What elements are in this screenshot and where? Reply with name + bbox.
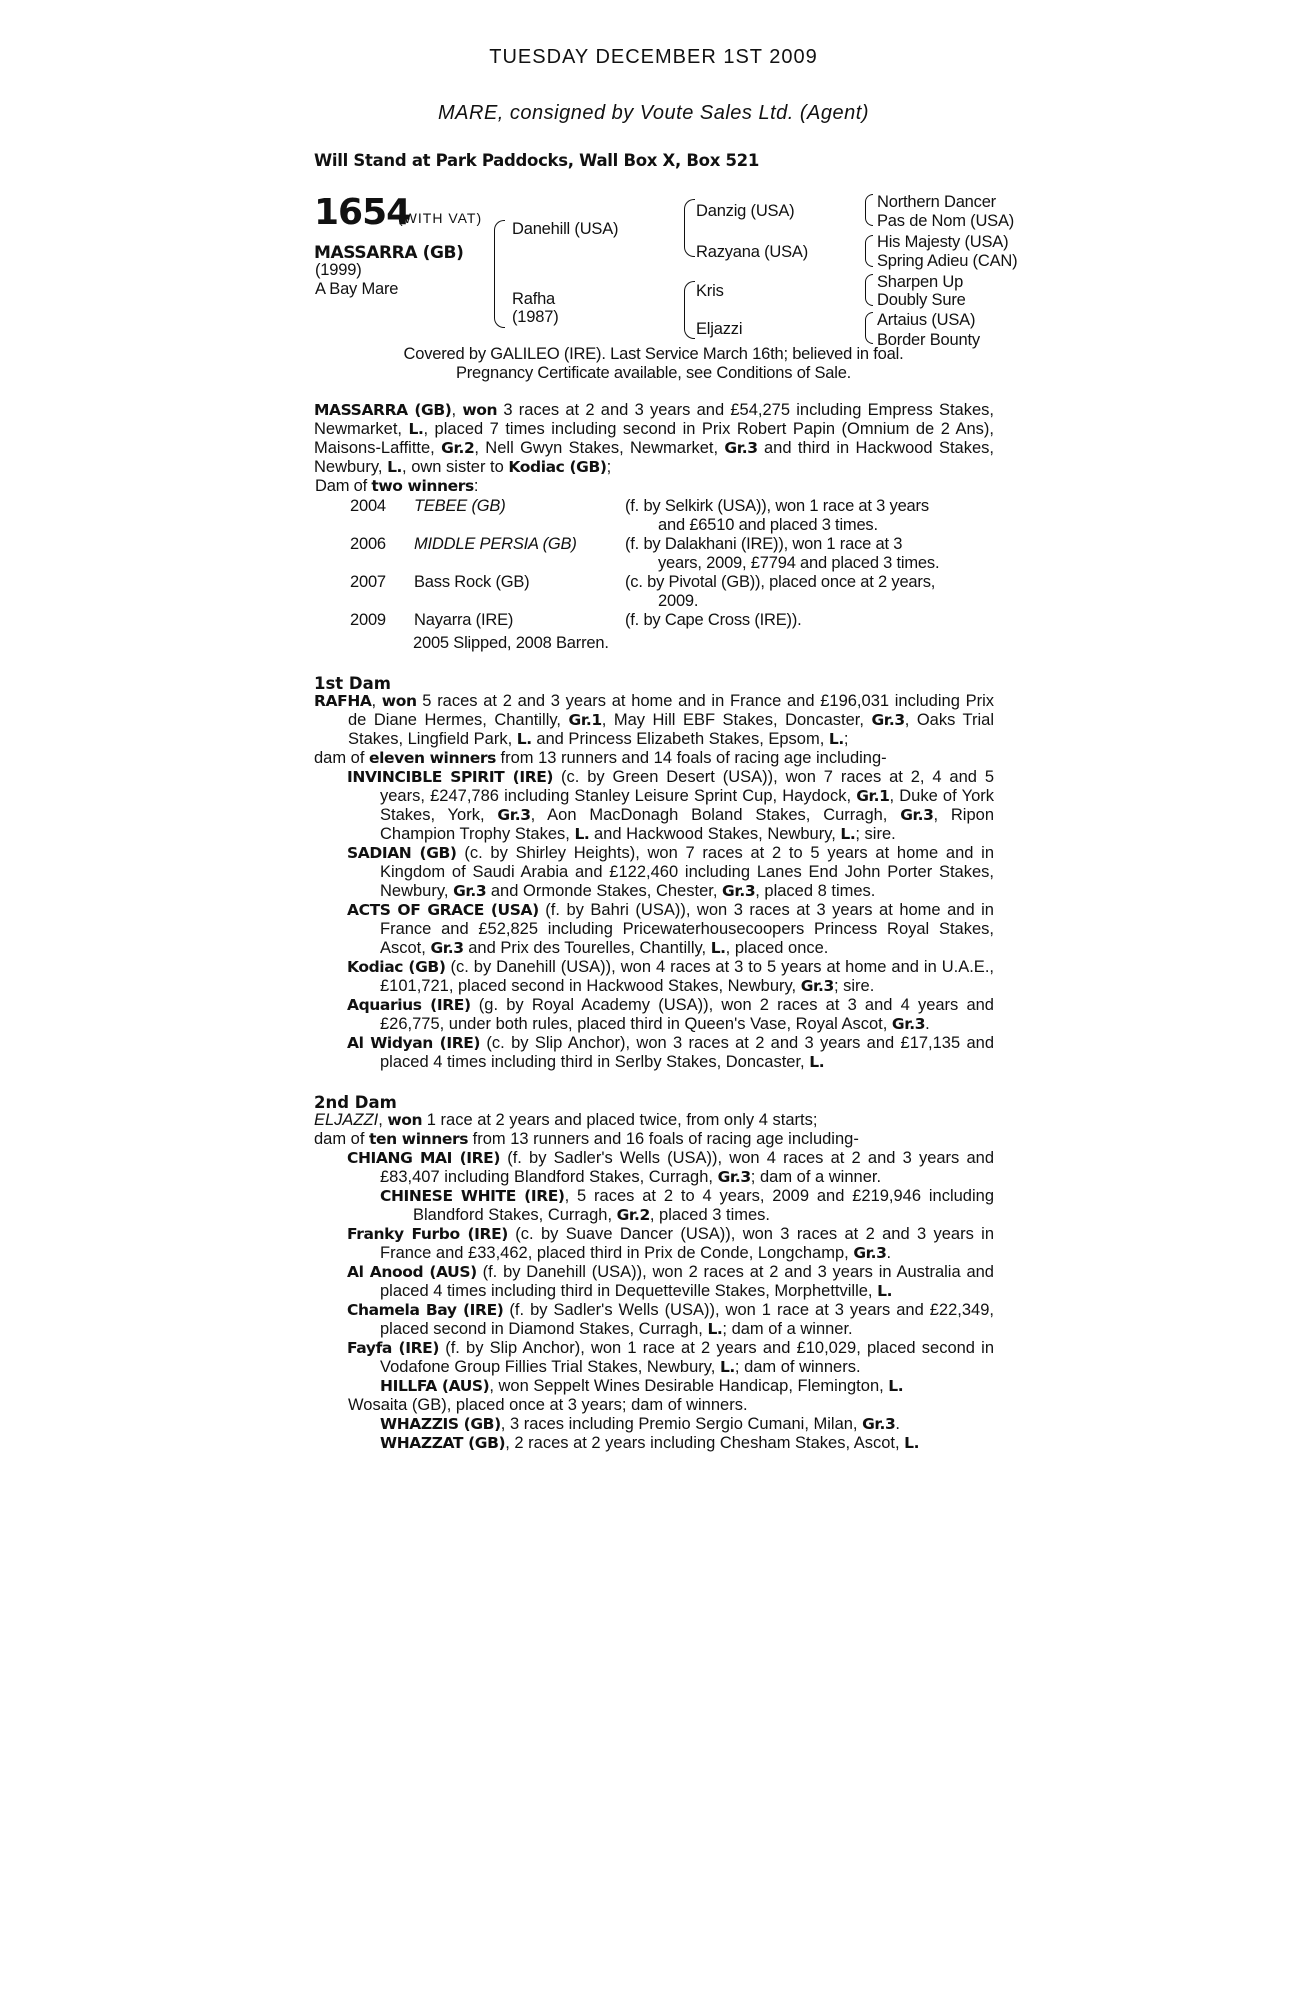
record-gr2: Gr.2	[441, 439, 475, 457]
offspring-entry	[314, 1187, 994, 1225]
offspring-name: Al Anood (AUS)	[347, 1263, 477, 1281]
pedigree-brace-g1	[865, 194, 873, 226]
covered-line-2: Pregnancy Certificate available, see Conditions of Sale.	[455, 364, 852, 382]
offspring-name: WHAZZIS (GB)	[380, 1415, 501, 1433]
record-listed-1: L.	[408, 420, 424, 438]
first-dam-listed-2: L.	[828, 730, 844, 748]
offspring-entry	[314, 1034, 994, 1072]
offspring-entry	[314, 1415, 994, 1434]
record-text-3: , Nell Gwyn Stakes, Newmarket,	[474, 439, 725, 457]
first-dam-text-4: and Princess Elizabeth Stakes, Epsom,	[531, 730, 829, 748]
offspring-grade: L.	[574, 825, 590, 843]
offspring-entry	[314, 1301, 994, 1339]
offspring-entry	[314, 901, 994, 958]
offspring-name: Kodiac (GB)	[347, 958, 446, 976]
offspring-text: and Hackwood Stakes, Newbury,	[589, 825, 841, 843]
produce-year: 2006	[350, 535, 386, 553]
offspring-grade: L.	[888, 1377, 904, 1395]
first-dam-text-1: 5 races at 2 and 3 years at home and in France and £196,031 including Prix de Diane Hermes, Chantilly,	[348, 692, 994, 729]
first-dam-record: RAFHA, won 5 races at 2 and 3 years at home and in France and £196,031 including Prix de Diane Hermes, Chantilly, Gr.1, May Hill EBF Stakes, Doncaster, Gr.3, Oaks Trial Stakes, Lingfield Park, L. and Princess Elizabeth Stakes, Epsom, L.; dam of eleven winners from 13 runners and 14 foals of racing age including- INVINCIBLE SPIRIT (IRE) (c. by Green Desert (USA)), won 7 races at 2, 4 and 5 years, £247,786 including Stanley Leisure Sprint Cup, Haydock, Gr.1, Duke of York Stakes, York, Gr.3, Aon MacDonagh Boland Stakes, Curragh, Gr.3, Ripon Champion Trophy Stakes, L. and Hackwood Stakes, Newbury, L.; sire. SADIAN (GB) (c. by Shirley Heights), won 7 races at 2 to 5 years at home and in Kingdom of Saudi Arabia and £122,460 including Lanes End John Porter Stakes, Newbury, Gr.3 and Ormonde Stakes, Chester, Gr.3, placed 8 times. ACTS OF GRACE (USA) (f. by Bahri (USA)), won 3 races at 3 years at home and in France and £52,825 including Pricewaterhousecoopers Princess Royal Stakes, Ascot, Gr.3 and Prix des Tourelles, Chantilly, L., placed once. Kodiac (GB) (c. by Danehill (USA)), won 4 races at 3 to 5 years at home and in U.A.E., £101,721, placed second in Hackwood Stakes, Newbury, Gr.3; sire. Aquarius (IRE) (g. by Royal Academy (USA)), won 2 races at 3 and 4 years and £26,775, under both rules, placed third in Queen's Vase, Royal Ascot, Gr.3. Al Widyan (IRE) (c. by Slip Anchor), won 3 races at 2 and 3 years and £17,135 and placed 4 times including third in Serlby Stakes, Doncaster, L.	[314, 692, 995, 1071]
dam-of-winners: two winners	[371, 477, 474, 495]
offspring-name: WHAZZAT (GB)	[380, 1434, 506, 1452]
offspring-entry	[314, 1263, 994, 1301]
offspring-entry	[314, 1149, 994, 1187]
first-dam-gr1: Gr.1	[568, 711, 602, 729]
offspring-entry	[314, 1434, 994, 1453]
offspring-text: (c. by Danehill (USA)), won 4 races at 3 to 5 years at home and in U.A.E., £101,721, placed second in Hackwood Stakes, Newbury,	[380, 958, 994, 995]
sale-date: TUESDAY DECEMBER 1ST 2009	[489, 46, 818, 68]
pedigree-brace-main	[494, 220, 505, 328]
offspring-grade: Gr.3	[862, 1415, 896, 1433]
offspring-grade: Gr.3	[717, 1168, 751, 1186]
pedigree-g4: Spring Adieu (CAN)	[877, 252, 1018, 270]
offspring-text: ; dam of a winner.	[722, 1320, 853, 1338]
first-dam-listed-1: L.	[516, 730, 532, 748]
horse-race-record: MASSARRA (GB), won 3 races at 2 and 3 years and £54,275 including Empress Stakes, Newmarket, L., placed 7 times including second in Prix Robert Papin (Omnium de 2 Ans), Maisons-Laffitte, Gr.2, Nell Gwyn Stakes, Newmarket, Gr.3 and third in Hackwood Stakes, Newbury, L., own sister to Kodiac (GB);	[314, 401, 994, 476]
offspring-text: (c. by Shirley Heights), won 7 races at 2 to 5 years at home and in Kingdom of Saudi Arabia and £122,460 including Lanes End John Porter Stakes, Newbury,	[380, 844, 995, 900]
offspring-grade: L.	[904, 1434, 920, 1452]
dam-of-colon: :	[473, 477, 479, 495]
offspring-name: CHINESE WHITE (IRE)	[380, 1187, 565, 1205]
produce-detail: (f. by Cape Cross (IRE)).	[625, 611, 802, 629]
record-gr3: Gr.3	[724, 439, 758, 457]
offspring-grade: L.	[719, 1358, 735, 1376]
first-dam-text-2: , May Hill EBF Stakes, Doncaster,	[601, 711, 872, 729]
offspring-entry	[314, 1339, 994, 1377]
pedigree-g8: Border Bounty	[877, 331, 980, 349]
offspring-text: , 3 races including Premio Sergio Cumani, Milan,	[500, 1415, 863, 1433]
pedigree-dam: Rafha	[512, 290, 556, 308]
first-dam-name: RAFHA	[314, 692, 372, 710]
second-dam-name: ELJAZZI	[314, 1111, 379, 1129]
offspring-grade: L.	[809, 1053, 825, 1071]
produce-detail-cont: and £6510 and placed 3 times.	[658, 516, 878, 534]
pedigree-g5: Sharpen Up	[877, 273, 964, 291]
offspring-name: ACTS OF GRACE (USA)	[347, 901, 539, 919]
second-dam-winners: ten winners	[369, 1130, 469, 1148]
record-text-4: and third in Hackwood Stakes, Newbury,	[314, 439, 994, 476]
offspring-text: ; dam of a winner.	[750, 1168, 882, 1186]
offspring-grade: Gr.3	[891, 1015, 926, 1033]
offspring-grade: Gr.3	[900, 806, 934, 824]
lot-number: 1654	[314, 192, 411, 233]
produce-detail-cont: years, 2009, £7794 and placed 3 times.	[658, 554, 940, 572]
offspring-text: (c. by Green Desert (USA)), won 7 races at 2, 4 and 5 years, £247,786 including Stanley Leisure Sprint Cup, Haydock,	[380, 768, 995, 805]
offspring-entry	[314, 1225, 994, 1263]
record-listed-2: L.	[387, 458, 403, 476]
second-dam-text-1: 1 race at 2 years and placed twice, from only 4 starts;	[422, 1111, 818, 1129]
record-text-1: 3 races at 2 and 3 years and £54,275 including Empress Stakes, Newmarket,	[314, 401, 994, 438]
offspring-text: ; sire.	[833, 977, 875, 995]
offspring-text: ; dam of winners.	[734, 1358, 861, 1376]
produce-note: 2005 Slipped, 2008 Barren.	[413, 634, 609, 652]
pedigree-brace-g4	[865, 312, 873, 344]
offspring-grade: Gr.3	[497, 806, 531, 824]
pedigree-g6: Doubly Sure	[877, 291, 966, 309]
offspring-name: Franky Furbo (IRE)	[347, 1225, 508, 1243]
first-dam-offspring-list	[314, 768, 994, 1072]
offspring-text: (f. by Sadler's Wells (USA)), won 4 races at 2 and 3 years and £83,407 including Blandford Stakes, Curragh,	[380, 1149, 994, 1186]
offspring-entry	[314, 1377, 994, 1396]
offspring-name: HILLFA (AUS)	[380, 1377, 490, 1395]
horse-name: MASSARRA (GB)	[314, 243, 464, 263]
pedigree-g1: Northern Dancer	[877, 193, 996, 211]
offspring-grade: L.	[840, 825, 856, 843]
produce-year: 2007	[350, 573, 386, 591]
horse-year: (1999)	[315, 261, 362, 279]
offspring-text: , won Seppelt Wines Desirable Handicap, Flemington,	[489, 1377, 889, 1395]
second-dam-record: ELJAZZI, won 1 race at 2 years and placed twice, from only 4 starts; dam of ten winners from 13 runners and 16 foals of racing age including- CHIANG MAI (IRE) (f. by Sadler's Wells (USA)), won 4 races at 2 and 3 years and £83,407 including Blandford Stakes, Curragh, Gr.3; dam of a winner. CHINESE WHITE (IRE), 5 races at 2 to 4 years, 2009 and £219,946 including Blandford Stakes, Curragh, Gr.2, placed 3 times. Franky Furbo (IRE) (c. by Suave Dancer (USA)), won 3 races at 2 and 3 years in France and £33,462, placed third in Prix de Conde, Longchamp, Gr.3. Al Anood (AUS) (f. by Danehill (USA)), won 2 races at 2 and 3 years in Australia and placed 4 times including third in Dequetteville Stakes, Morphettville, L. Chamela Bay (IRE) (f. by Sadler's Wells (USA)), won 1 race at 3 years and £22,349, placed second in Diamond Stakes, Curragh, L.; dam of a winner. Fayfa (IRE) (f. by Slip Anchor), won 1 race at 2 years and £10,029, placed second in Vodafone Group Fillies Trial Stakes, Newbury, L.; dam of winners. HILLFA (AUS), won Seppelt Wines Desirable Handicap, Flemington, L. Wosaita (GB), placed once at 3 years; dam of winners. WHAZZIS (GB), 3 races including Premio Sergio Cumani, Milan, Gr.3. WHAZZAT (GB), 2 races at 2 years including Chesham Stakes, Ascot, L.	[314, 1111, 995, 1452]
offspring-grade: Gr.3	[430, 939, 464, 957]
offspring-text: and Ormonde Stakes, Chester,	[486, 882, 723, 900]
vat-note: (WITH VAT)	[398, 210, 483, 226]
second-dam-dam-of: dam of	[314, 1130, 370, 1148]
offspring-entry	[314, 768, 994, 844]
record-text-6: ;	[606, 458, 612, 476]
second-dam-from: from 13 runners and 16 foals of racing age including-	[468, 1130, 859, 1148]
offspring-text: .	[895, 1415, 900, 1433]
produce-detail: (f. by Selkirk (USA)), won 1 race at 3 years	[625, 497, 929, 515]
first-dam-gr3: Gr.3	[871, 711, 905, 729]
offspring-text: (f. by Slip Anchor), won 1 race at 2 years and £10,029, placed second in Vodafone Group Fillies Trial Stakes, Newbury,	[380, 1339, 994, 1376]
second-dam-heading: 2nd Dam	[314, 1093, 397, 1112]
offspring-grade: Gr.3	[722, 882, 756, 900]
record-won: won	[462, 401, 498, 419]
produce-detail: (f. by Dalakhani (IRE)), won 1 race at 3	[625, 535, 903, 553]
produce-name: TEBEE (GB)	[414, 497, 506, 515]
offspring-text: (f. by Bahri (USA)), won 3 races at 3 years at home and in France and £52,825 including Pricewaterhousecoopers Princess Royal Stakes, Ascot,	[380, 901, 994, 957]
offspring-text: .	[925, 1015, 930, 1033]
offspring-text: Wosaita (GB), placed once at 3 years; dam of winners.	[348, 1396, 748, 1414]
first-dam-winners: eleven winners	[369, 749, 496, 767]
pedigree-brace-g2	[865, 235, 873, 267]
pedigree-dam-sire: Kris	[696, 282, 724, 300]
record-horse-name: MASSARRA (GB)	[314, 401, 452, 419]
offspring-text: (c. by Slip Anchor), won 3 races at 2 and 3 years and £17,135 and placed 4 times including third in Serlby Stakes, Doncaster,	[380, 1034, 994, 1071]
consignor-line: MARE, consigned by Voute Sales Ltd. (Agent)	[438, 102, 869, 124]
first-dam-dam-of: dam of	[314, 749, 370, 767]
dam-of-text: Dam of	[315, 477, 372, 495]
offspring-text: , placed 8 times.	[755, 882, 876, 900]
offspring-text: , placed once.	[725, 939, 829, 957]
covered-line-1: Covered by GALILEO (IRE). Last Service March 16th; believed in foal.	[403, 345, 904, 363]
horse-description: A Bay Mare	[315, 280, 399, 298]
offspring-text: , placed 3 times.	[649, 1206, 770, 1224]
offspring-entry	[314, 1396, 994, 1415]
pedigree-dam-dam: Eljazzi	[696, 320, 743, 338]
stand-location: Will Stand at Park Paddocks, Wall Box X, Box 521	[314, 151, 760, 170]
offspring-text: , Aon MacDonagh Boland Stakes, Curragh,	[530, 806, 901, 824]
offspring-grade: Gr.3	[853, 1244, 887, 1262]
first-dam-text-5: ;	[843, 730, 849, 748]
first-dam-heading: 1st Dam	[314, 674, 391, 693]
pedigree-g7: Artaius (USA)	[877, 311, 976, 329]
offspring-text: .	[886, 1244, 892, 1262]
produce-name: MIDDLE PERSIA (GB)	[414, 535, 577, 553]
record-text-2: , placed 7 times including second in Prix Robert Papin (Omnium de 2 Ans), Maisons-Laffitte,	[314, 420, 994, 457]
first-dam-text-3: , Oaks Trial Stakes, Lingfield Park,	[348, 711, 995, 748]
offspring-name: INVINCIBLE SPIRIT (IRE)	[347, 768, 554, 786]
first-dam-from: from 13 runners and 14 foals of racing age including-	[495, 749, 887, 767]
offspring-name: Al Widyan (IRE)	[347, 1034, 481, 1052]
produce-year: 2004	[350, 497, 386, 515]
offspring-text: (c. by Suave Dancer (USA)), won 3 races at 2 and 3 years in France and £33,462, placed third in Prix de Conde, Longchamp,	[380, 1225, 995, 1262]
offspring-entry	[314, 958, 994, 996]
offspring-grade: Gr.1	[856, 787, 890, 805]
offspring-text: (f. by Danehill (USA)), won 2 races at 2 and 3 years in Australia and placed 4 times including third in Dequetteville Stakes, Morphettville,	[380, 1263, 994, 1300]
offspring-grade: L.	[877, 1282, 893, 1300]
offspring-name: Fayfa (IRE)	[347, 1339, 440, 1357]
offspring-grade: Gr.3	[800, 977, 834, 995]
record-text-5: , own sister to	[402, 458, 509, 476]
offspring-name: Chamela Bay (IRE)	[347, 1301, 504, 1319]
produce-name: Bass Rock (GB)	[414, 573, 530, 591]
offspring-grade: L.	[710, 939, 726, 957]
record-kodiac: Kodiac (GB)	[508, 458, 607, 476]
offspring-grade: Gr.2	[616, 1206, 650, 1224]
pedigree-sire: Danehill (USA)	[512, 220, 619, 238]
second-dam-offspring-list	[314, 1149, 994, 1453]
offspring-text: and Prix des Tourelles, Chantilly,	[463, 939, 711, 957]
first-dam-won: won	[381, 692, 417, 710]
produce-detail: (c. by Pivotal (GB)), placed once at 2 years,	[625, 573, 936, 591]
offspring-name: CHIANG MAI (IRE)	[347, 1149, 501, 1167]
produce-year: 2009	[350, 611, 386, 629]
offspring-text: , 2 races at 2 years including Chesham Stakes, Ascot,	[505, 1434, 905, 1452]
offspring-text: , Duke of York Stakes, York,	[380, 787, 994, 824]
offspring-text: , Ripon Champion Trophy Stakes,	[380, 806, 994, 843]
offspring-text: (g. by Royal Academy (USA)), won 2 races at 3 and 4 years and £26,775, under both rules, placed third in Queen's Vase, Royal Ascot,	[380, 996, 994, 1033]
produce-name: Nayarra (IRE)	[414, 611, 514, 629]
offspring-text: ; sire.	[855, 825, 896, 843]
offspring-entry	[314, 996, 994, 1034]
pedigree-sire-dam: Razyana (USA)	[696, 243, 809, 261]
offspring-text: (f. by Sadler's Wells (USA)), won 1 race at 3 years and £22,349, placed second in Diamond Stakes, Curragh,	[380, 1301, 994, 1338]
pedigree-brace-g3	[865, 274, 873, 306]
dam-of-line	[315, 477, 478, 496]
offspring-text: , 5 races at 2 to 4 years, 2009 and £219,946 including Blandford Stakes, Curragh,	[413, 1187, 995, 1224]
pedigree-g2: Pas de Nom (USA)	[877, 212, 1015, 230]
offspring-name: SADIAN (GB)	[347, 844, 457, 862]
offspring-entry	[314, 844, 994, 901]
pedigree-g3: His Majesty (USA)	[877, 233, 1009, 251]
pedigree-sire-sire: Danzig (USA)	[696, 202, 795, 220]
offspring-name: Aquarius (IRE)	[347, 996, 471, 1014]
offspring-grade: Gr.3	[453, 882, 487, 900]
pedigree-dam-year: (1987)	[512, 308, 559, 326]
pedigree-brace-sire	[684, 199, 695, 257]
offspring-grade: L.	[707, 1320, 723, 1338]
pedigree-brace-dam	[684, 281, 695, 339]
produce-detail-cont: 2009.	[658, 592, 699, 610]
second-dam-won: won	[387, 1111, 423, 1129]
